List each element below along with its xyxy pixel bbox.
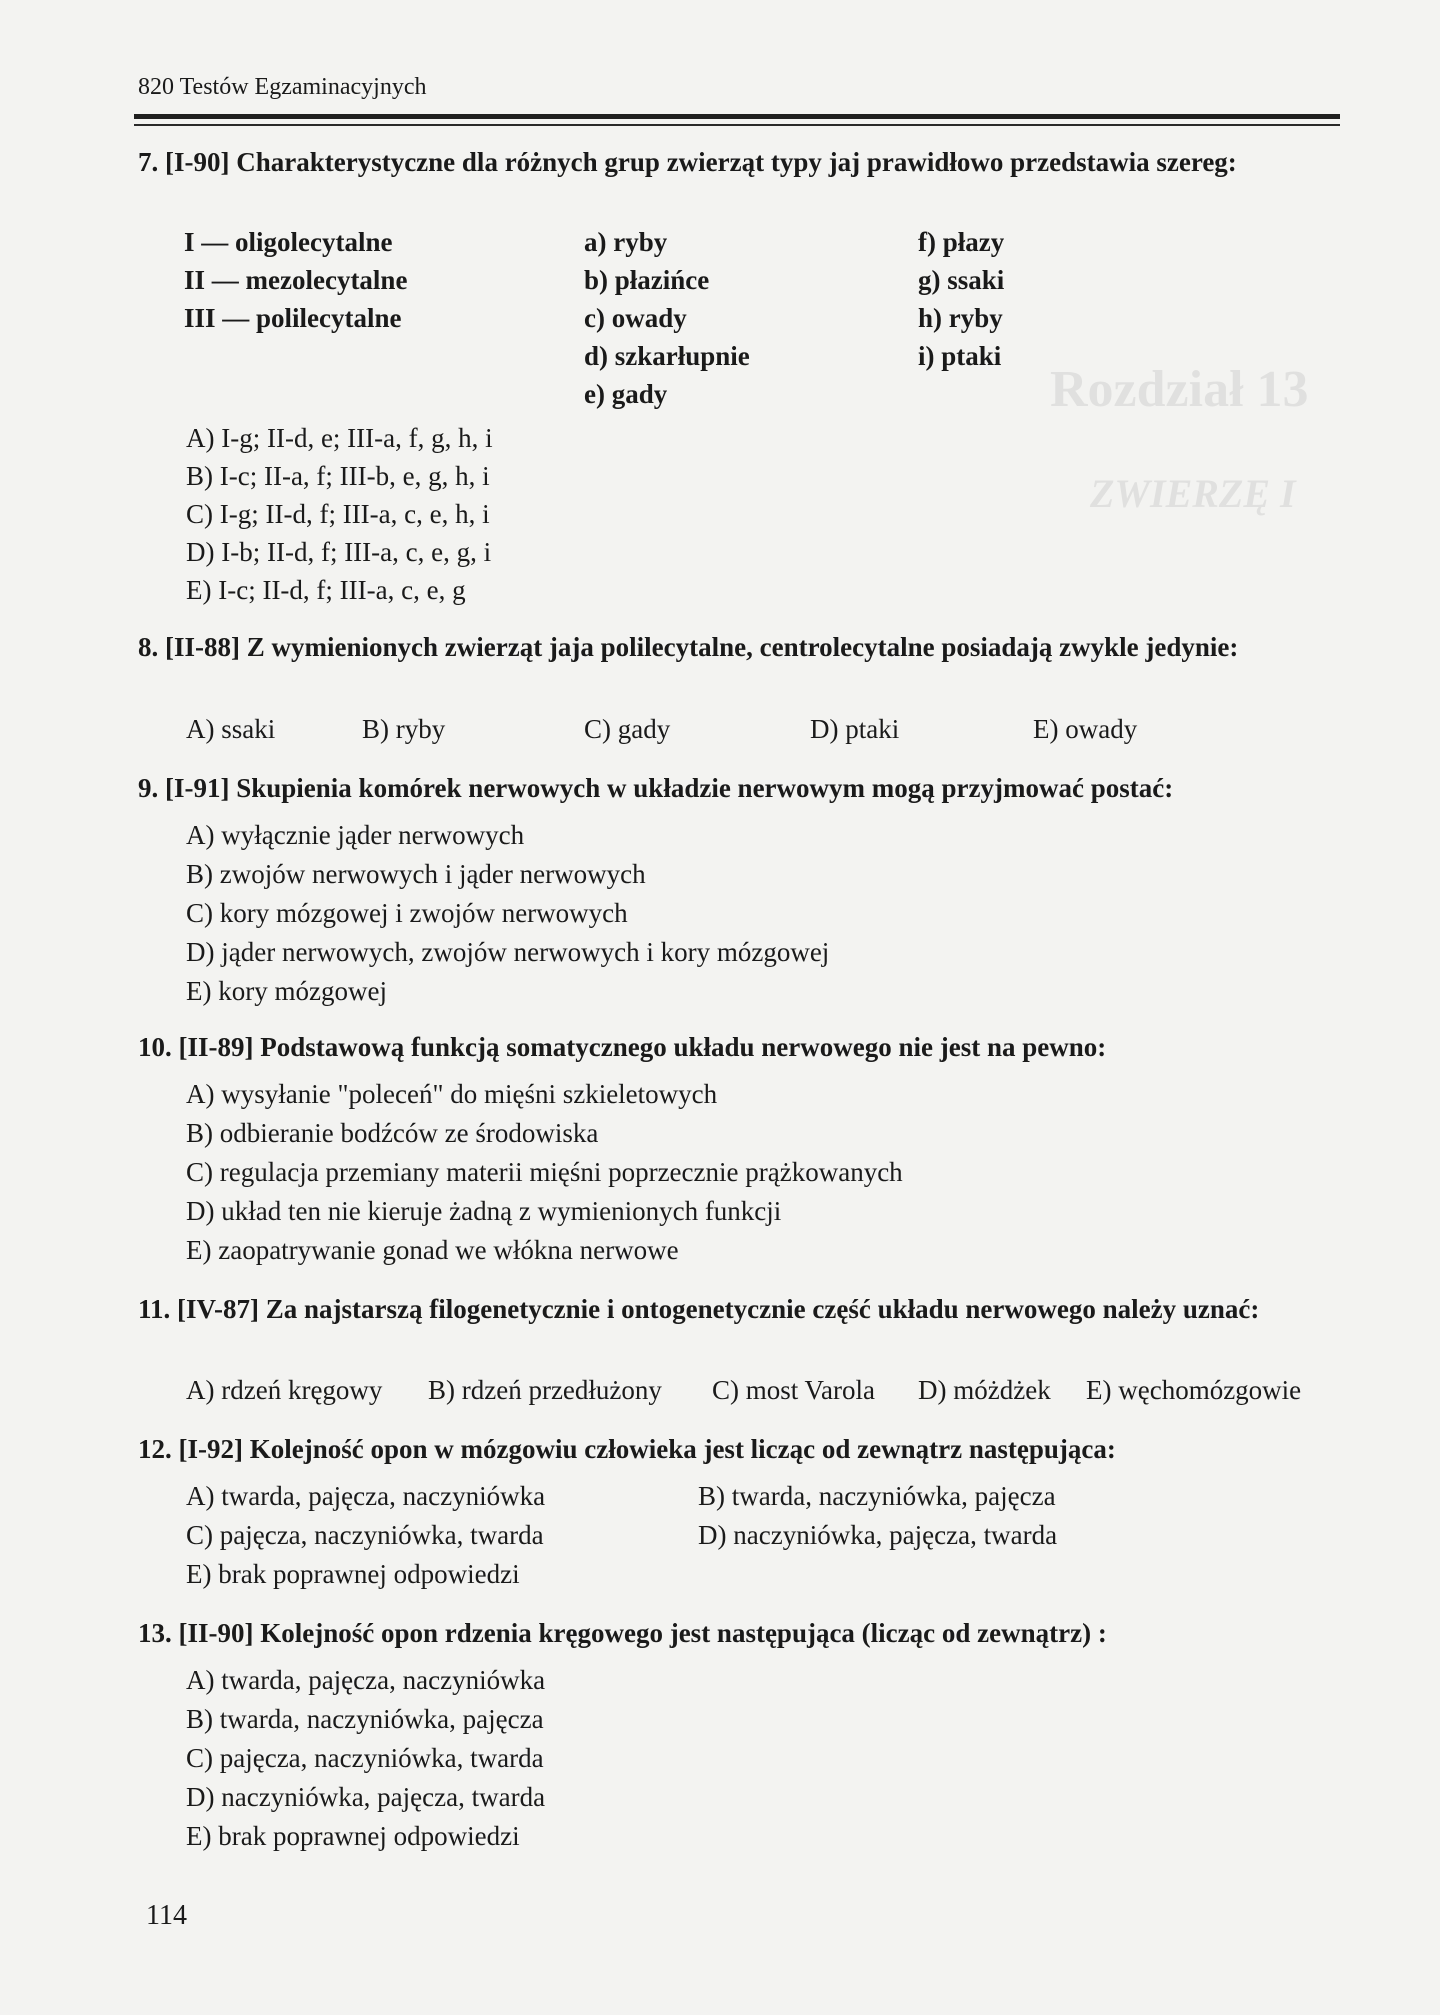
question-8 — [138, 628, 1338, 666]
answer-option: D) jąder nerwowych, zwojów nerwowych i kory mózgowej — [186, 937, 830, 967]
answer-option: B) I-c; II-a, f; III-b, e, g, h, i — [186, 461, 490, 491]
header-rule-thin — [134, 124, 1340, 126]
answer-option: A) twarda, pajęcza, naczyniówka — [186, 1481, 546, 1511]
animal-group: i) ptaki — [918, 341, 1002, 371]
question-text: [I-92] Kolejność opon w mózgowiu człowieka jest licząc od zewnątrz następująca: — [178, 1434, 1116, 1464]
answer-option: A) wysyłanie "poleceń" do mięśni szkieletowych — [186, 1079, 718, 1109]
answer-option: C) gady — [584, 714, 671, 744]
answer-option: E) owady — [1033, 714, 1138, 744]
answer-option: E) zaopatrywanie gonad we włókna nerwowe — [186, 1235, 679, 1265]
question-number: 8. — [138, 632, 159, 662]
animal-group: c) owady — [584, 303, 687, 333]
question-text: [I-91] Skupienia komórek nerwowych w układzie nerwowym mogą przyjmować postać: — [165, 773, 1174, 803]
question-number: 13. — [138, 1618, 172, 1648]
answer-option: B) twarda, naczyniówka, pajęcza — [698, 1481, 1056, 1511]
egg-type: III — polilecytalne — [184, 303, 402, 333]
animal-group: a) ryby — [584, 227, 668, 257]
answer-option: C) pajęcza, naczyniówka, twarda — [186, 1743, 544, 1773]
animal-group: f) płazy — [918, 227, 1005, 257]
answer-option: B) twarda, naczyniówka, pajęcza — [186, 1704, 544, 1734]
egg-type: II — mezolecytalne — [184, 265, 408, 295]
answer-option: B) rdzeń przedłużony — [428, 1375, 662, 1405]
answer-option: A) rdzeń kręgowy — [186, 1375, 383, 1405]
question-number: 11. — [138, 1294, 171, 1324]
answer-option: E) węchomózgowie — [1086, 1375, 1302, 1405]
running-header: 820 Testów Egzaminacyjnych — [138, 74, 427, 100]
answer-option: C) pajęcza, naczyniówka, twarda — [186, 1520, 544, 1550]
question-10 — [138, 1028, 1338, 1066]
question-12 — [138, 1430, 1338, 1468]
answer-option: D) I-b; II-d, f; III-a, c, e, g, i — [186, 537, 492, 567]
bleed-through-chapter: Rozdział 13 — [1050, 361, 1309, 418]
answer-option: C) kory mózgowej i zwojów nerwowych — [186, 898, 628, 928]
answer-option: E) brak poprawnej odpowiedzi — [186, 1821, 520, 1851]
question-number: 12. — [138, 1434, 172, 1464]
question-text: [IV-87] Za najstarszą filogenetycznie i ontogenetycznie część układu nerwowego należy uznać: — [177, 1294, 1260, 1324]
question-13 — [138, 1614, 1338, 1652]
animal-group: b) płazińce — [584, 265, 710, 295]
answer-option: D) naczyniówka, pajęcza, twarda — [698, 1520, 1058, 1550]
answer-option: D) móżdżek — [918, 1375, 1051, 1405]
question-number: 10. — [138, 1032, 172, 1062]
answer-option: C) I-g; II-d, f; III-a, c, e, h, i — [186, 499, 490, 529]
question-text: [II-89] Podstawową funkcją somatycznego układu nerwowego nie jest na pewno: — [178, 1032, 1107, 1062]
answer-option: E) I-c; II-d, f; III-a, c, e, g — [186, 575, 466, 605]
question-number: 9. — [138, 773, 159, 803]
bleed-through-section: ZWIERZĘ I — [1090, 471, 1296, 516]
answer-option: B) ryby — [362, 714, 446, 744]
question-number: 7. — [138, 147, 159, 177]
animal-group: d) szkarłupnie — [584, 341, 750, 371]
answer-option: A) wyłącznie jąder nerwowych — [186, 820, 525, 850]
animal-group: e) gady — [584, 379, 668, 409]
answer-option: A) ssaki — [186, 714, 276, 744]
question-text: [I-90] Charakterystyczne dla różnych grup zwierząt typy jaj prawidłowo przedstawia szereg: — [165, 147, 1237, 177]
question-11 — [138, 1290, 1338, 1328]
answer-option: D) naczyniówka, pajęcza, twarda — [186, 1782, 546, 1812]
answer-option: E) brak poprawnej odpowiedzi — [186, 1559, 520, 1589]
answer-option: D) układ ten nie kieruje żadną z wymienionych funkcji — [186, 1196, 782, 1226]
answer-option: D) ptaki — [810, 714, 900, 744]
animal-group: g) ssaki — [918, 265, 1005, 295]
answer-option: A) I-g; II-d, e; III-a, f, g, h, i — [186, 423, 493, 453]
answer-option: E) kory mózgowej — [186, 976, 387, 1006]
question-text: [II-90] Kolejność opon rdzenia kręgowego jest następująca (licząc od zewnątrz) : — [178, 1618, 1107, 1648]
answer-option: A) twarda, pajęcza, naczyniówka — [186, 1665, 546, 1695]
answer-option: B) zwojów nerwowych i jąder nerwowych — [186, 859, 646, 889]
header-rule-thick — [134, 114, 1340, 119]
question-7 — [138, 143, 1338, 181]
question-9 — [138, 769, 1338, 807]
animal-group: h) ryby — [918, 303, 1003, 333]
answer-option: B) odbieranie bodźców ze środowiska — [186, 1118, 599, 1148]
answer-option: C) regulacja przemiany materii mięśni poprzecznie prążkowanych — [186, 1157, 903, 1187]
egg-type: I — oligolecytalne — [184, 227, 393, 257]
question-text: [II-88] Z wymienionych zwierząt jaja polilecytalne, centrolecytalne posiadają zwykle jedynie: — [165, 632, 1239, 662]
answer-option: C) most Varola — [712, 1375, 875, 1405]
page-number: 114 — [146, 1900, 187, 1931]
